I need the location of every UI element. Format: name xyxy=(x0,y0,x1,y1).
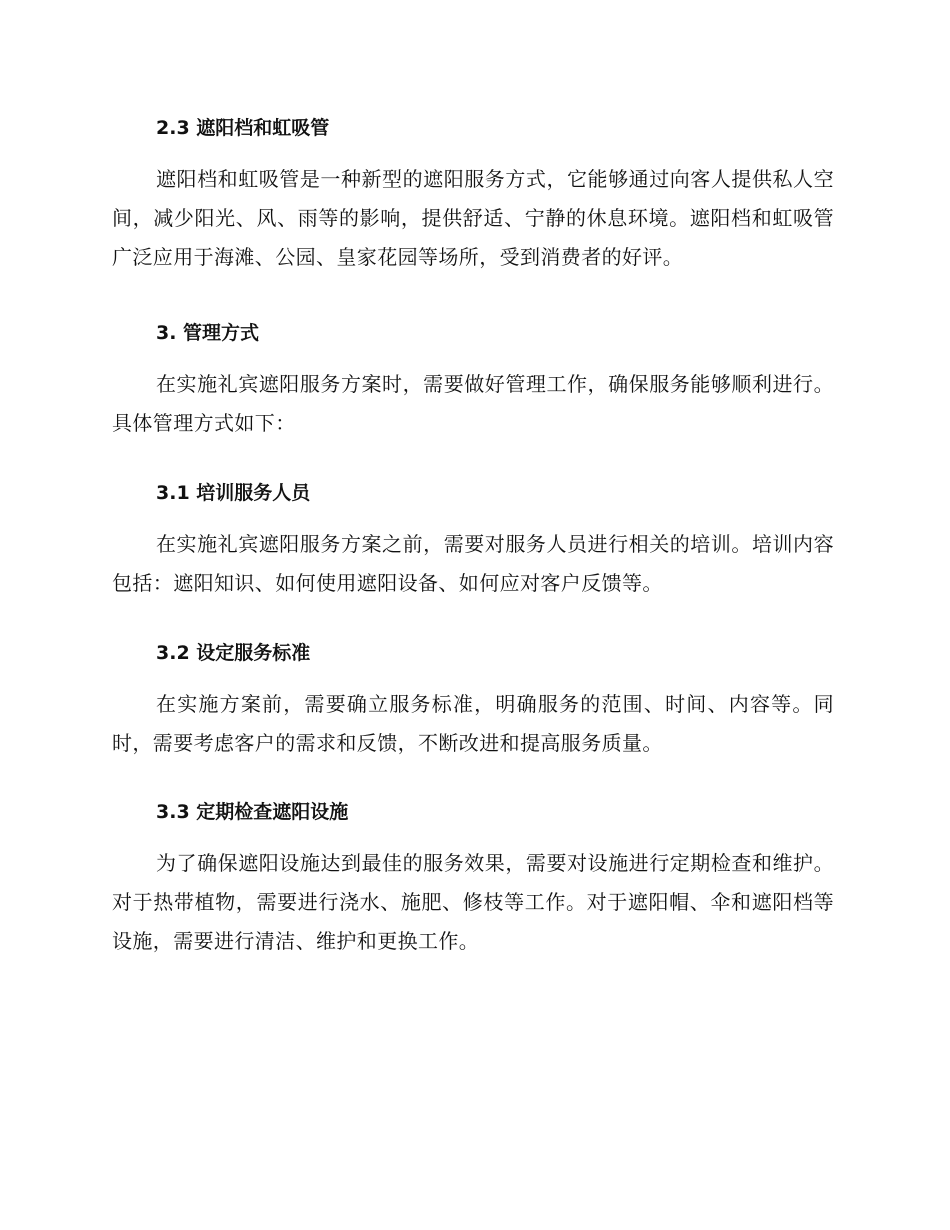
section-heading: 3. 管理方式 xyxy=(156,322,260,344)
section-3-1 xyxy=(112,479,834,603)
section-paragraph: 遮阳档和虹吸管是一种新型的遮阳服务方式，它能够通过向客人提供私人空间，减少阳光、风、雨等的影响，提供舒适、宁静的休息环境。遮阳档和虹吸管广泛应用于海滩、公园、皇家花园等场所，受到消费者的好评。 xyxy=(112,167,834,269)
section-3 xyxy=(112,319,834,443)
section-paragraph: 在实施方案前，需要确立服务标准，明确服务的范围、时间、内容等。同时，需要考虑客户的需求和反馈，不断改进和提高服务质量。 xyxy=(112,692,834,755)
section-heading: 3.1 培训服务人员 xyxy=(156,482,311,504)
section-3-3 xyxy=(112,798,834,961)
section-3-2 xyxy=(112,639,834,763)
section-heading: 3.2 设定服务标准 xyxy=(156,642,311,664)
section-heading: 2.3 遮阳档和虹吸管 xyxy=(156,117,330,139)
section-paragraph: 为了确保遮阳设施达到最佳的服务效果，需要对设施进行定期检查和维护。对于热带植物，需要进行浇水、施肥、修枝等工作。对于遮阳帽、伞和遮阳档等设施，需要进行清洁、维护和更换工作。 xyxy=(112,851,834,953)
section-paragraph: 在实施礼宾遮阳服务方案时，需要做好管理工作，确保服务能够顺利进行。具体管理方式如下： xyxy=(112,372,834,435)
section-heading: 3.3 定期检查遮阳设施 xyxy=(156,801,349,823)
section-paragraph: 在实施礼宾遮阳服务方案之前，需要对服务人员进行相关的培训。培训内容包括：遮阳知识、如何使用遮阳设备、如何应对客户反馈等。 xyxy=(112,532,834,595)
section-2-3 xyxy=(112,114,834,277)
